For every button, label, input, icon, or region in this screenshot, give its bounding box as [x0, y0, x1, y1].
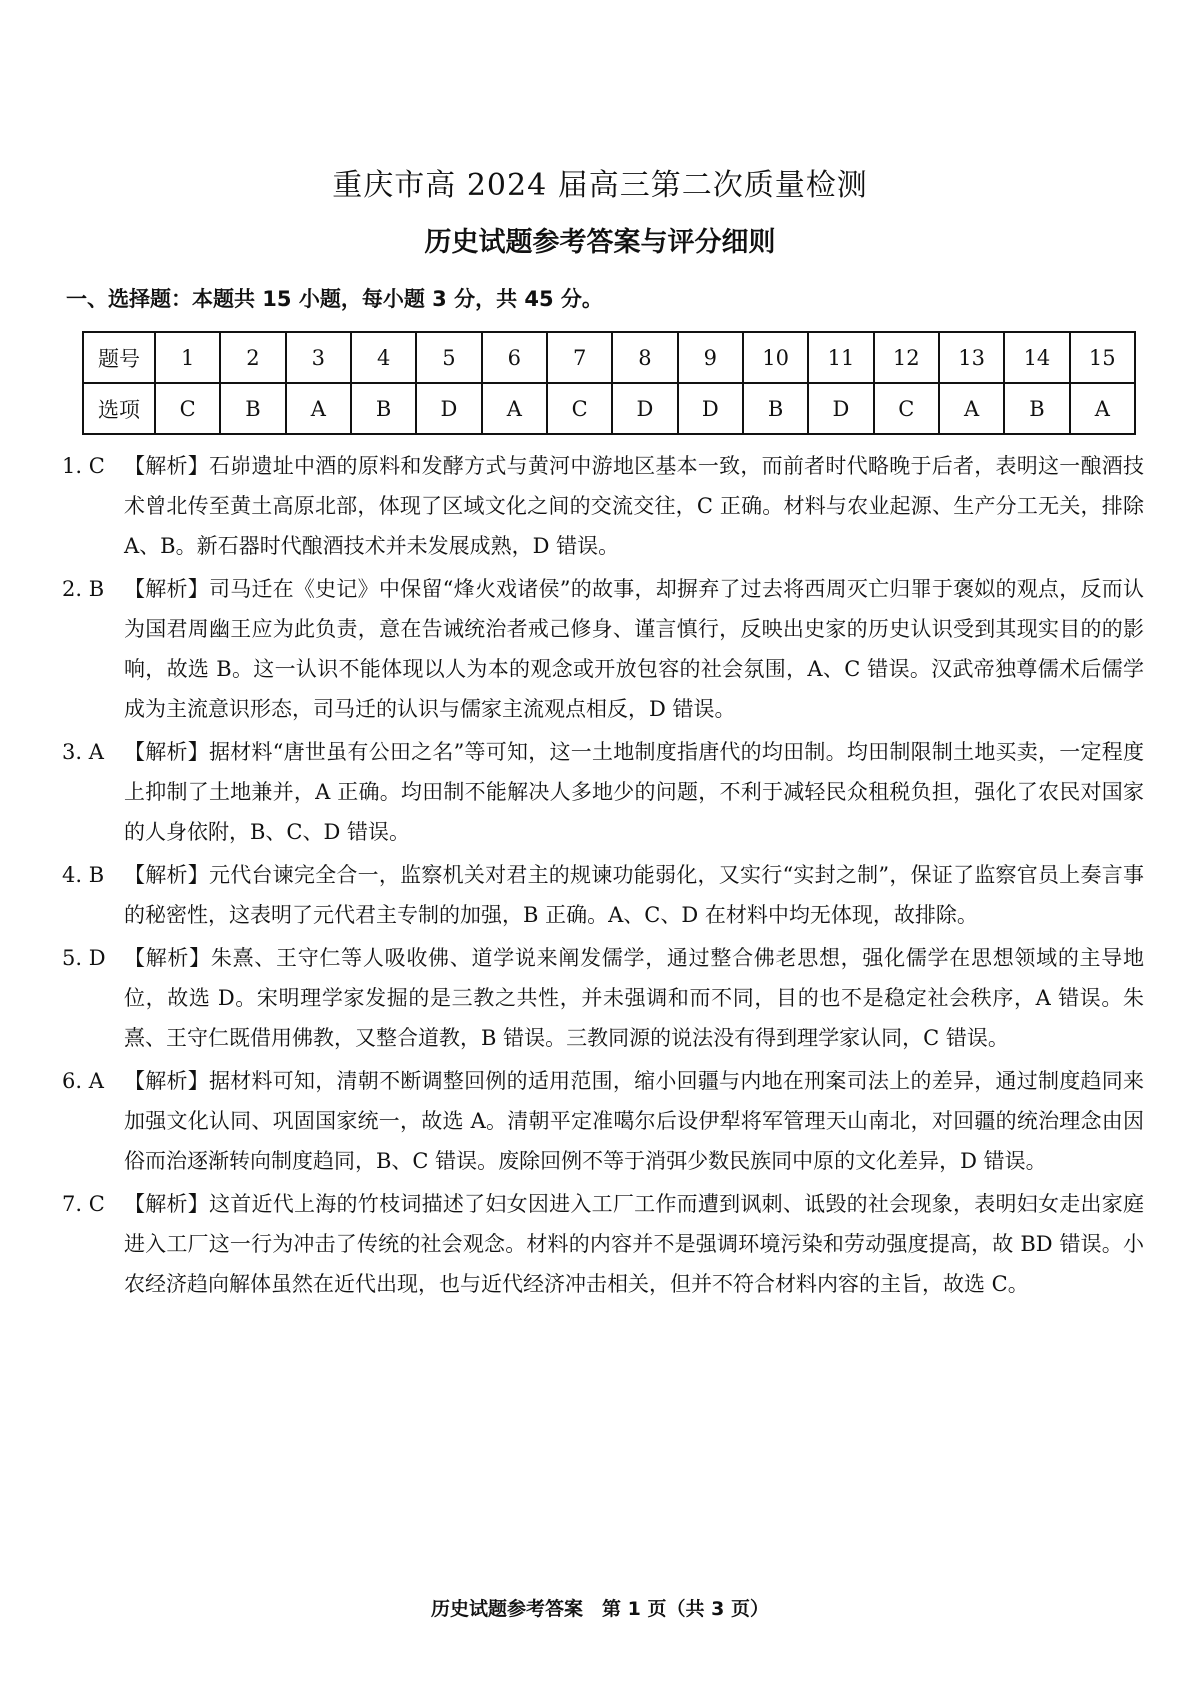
question-number-cell: 6	[482, 332, 547, 383]
section-heading: 一、选择题：本题共 15 小题，每小题 3 分，共 45 分。	[66, 287, 603, 311]
question-number-cell: 1	[155, 332, 220, 383]
answer-cell: C	[155, 383, 220, 434]
answer-cell: A	[286, 383, 351, 434]
question-number-cell: 12	[874, 332, 939, 383]
explanation-text: 【解析】据材料“唐世虽有公田之名”等可知，这一土地制度指唐代的均田制。均田制限制土地买卖，一定程度上抑制了土地兼并，A 正确。均田制不能解决人多地少的问题，不利于减轻民众租税负担，强化了农民对国家的人身依附，B、C、D 错误。	[124, 740, 1144, 844]
explanation-text: 【解析】司马迁在《史记》中保留“烽火戏诸侯”的故事，却摒弃了过去将西周灭亡归罪于褒姒的观点，反而认为国君周幽王应为此负责，意在告诫统治者戒己修身、谨言慎行，反映出史家的历史认识受到其现实目的的影响，故选 B。这一认识不能体现以人为本的观念或开放包容的社会氛围，A、C 错误。汉武帝独尊儒术后儒学成为主流意识形态，司马迁的认识与儒家主流观点相反，D 错误。	[124, 577, 1144, 721]
answer-cell: B	[1004, 383, 1069, 434]
answer-table-number-row	[83, 332, 1135, 383]
question-number-cell: 3	[286, 332, 351, 383]
answer-cell: A	[939, 383, 1004, 434]
explanation-text: 【解析】据材料可知，清朝不断调整回例的适用范围，缩小回疆与内地在刑案司法上的差异，通过制度趋同来加强文化认同、巩固国家统一，故选 A。清朝平定准噶尔后设伊犁将军管理天山南北，对回疆的统治理念由因俗而治逐渐转向制度趋同，B、C 错误。废除回例不等于消弭少数民族同中原的文化差异，D 错误。	[124, 1069, 1144, 1173]
page-title: 重庆市高 2024 届高三第二次质量检测	[332, 168, 868, 203]
explanation-number: 6. A	[62, 1069, 104, 1093]
question-number-cell: 4	[351, 332, 416, 383]
answer-cell: D	[808, 383, 873, 434]
answer-cell: B	[220, 383, 285, 434]
explanation-item	[62, 446, 1144, 566]
explanation-number: 3. A	[62, 740, 104, 764]
question-number-cell: 2	[220, 332, 285, 383]
answer-cell: B	[351, 383, 416, 434]
explanation-item	[62, 938, 1144, 1058]
explanation-text: 【解析】朱熹、王守仁等人吸收佛、道学说来阐发儒学，通过整合佛老思想，强化儒学在思想领域的主导地位，故选 D。宋明理学家发掘的是三教之共性，并未强调和而不同，目的也不是稳定社会秩序，A 错误。朱熹、王守仁既借用佛教，又整合道教，B 错误。三教同源的说法没有得到理学家认同，C 错误。	[124, 946, 1144, 1050]
explanation-number: 4. B	[62, 863, 105, 887]
row-label-answer: 选项	[83, 383, 155, 434]
question-number-cell: 7	[547, 332, 612, 383]
page-footer: 历史试题参考答案 第 1 页（共 3 页）	[431, 1598, 769, 1620]
page-subtitle: 历史试题参考答案与评分细则	[424, 227, 776, 258]
explanation-item	[62, 1184, 1144, 1304]
answer-cell: D	[678, 383, 743, 434]
answer-cell: A	[482, 383, 547, 434]
explanation-item	[62, 732, 1144, 852]
question-number-cell: 13	[939, 332, 1004, 383]
question-number-cell: 10	[743, 332, 808, 383]
question-number-cell: 9	[678, 332, 743, 383]
question-number-cell: 5	[416, 332, 481, 383]
explanation-number: 5. D	[62, 946, 106, 970]
explanation-list	[62, 446, 1144, 1307]
answer-table-answer-row	[83, 383, 1135, 434]
answer-cell: C	[874, 383, 939, 434]
row-label-number: 题号	[83, 332, 155, 383]
explanation-item	[62, 855, 1144, 935]
answer-cell: D	[612, 383, 677, 434]
question-number-cell: 11	[808, 332, 873, 383]
answer-cell: C	[547, 383, 612, 434]
answer-table	[82, 331, 1136, 435]
explanation-number: 7. C	[62, 1192, 105, 1216]
explanation-text: 【解析】石峁遗址中酒的原料和发酵方式与黄河中游地区基本一致，而前者时代略晚于后者，表明这一酿酒技术曾北传至黄土高原北部，体现了区域文化之间的交流交往，C 正确。材料与农业起源、生产分工无关，排除 A、B。新石器时代酿酒技术并未发展成熟，D 错误。	[124, 454, 1144, 558]
explanation-number: 2. B	[62, 577, 105, 601]
explanation-number: 1. C	[62, 454, 105, 478]
question-number-cell: 15	[1070, 332, 1135, 383]
question-number-cell: 14	[1004, 332, 1069, 383]
answer-cell: A	[1070, 383, 1135, 434]
question-number-cell: 8	[612, 332, 677, 383]
explanation-item	[62, 569, 1144, 729]
answer-cell: D	[416, 383, 481, 434]
answer-cell: B	[743, 383, 808, 434]
explanation-text: 【解析】元代台谏完全合一，监察机关对君主的规谏功能弱化，又实行“实封之制”，保证了监察官员上奏言事的秘密性，这表明了元代君主专制的加强，B 正确。A、C、D 在材料中均无体现，故排除。	[124, 863, 1144, 927]
explanation-item	[62, 1061, 1144, 1181]
explanation-text: 【解析】这首近代上海的竹枝词描述了妇女因进入工厂工作而遭到讽刺、诋毁的社会现象，表明妇女走出家庭进入工厂这一行为冲击了传统的社会观念。材料的内容并不是强调环境污染和劳动强度提高，故 BD 错误。小农经济趋向解体虽然在近代出现，也与近代经济冲击相关，但并不符合材料内容的主旨，故选 C。	[124, 1192, 1144, 1296]
